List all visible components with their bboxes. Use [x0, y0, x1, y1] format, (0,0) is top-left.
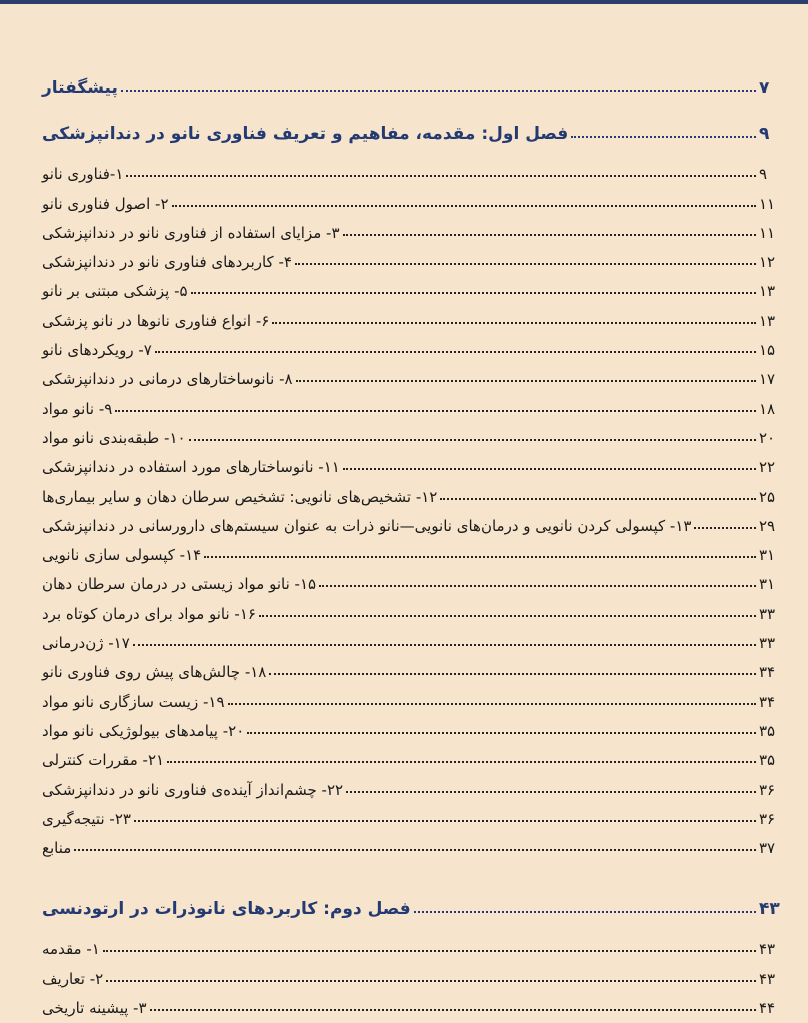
toc-entry-title: ۱۰- طبقه‌بندی نانو مواد — [42, 428, 186, 447]
toc-entry-title: ۴- کاربردهای فناوری نانو در دندانپزشکی — [42, 253, 292, 272]
toc-entry-title: ۳- پیشینه تاریخی — [42, 999, 147, 1018]
toc-page-number: ۱۲ — [759, 253, 776, 272]
toc-entry-title: ۵- پزشکی مبتنی بر نانو — [42, 282, 188, 301]
toc-entry[interactable] — [42, 593, 787, 622]
toc-page-number: ۱۳ — [759, 282, 776, 301]
toc-page-number: ۹ — [759, 165, 768, 184]
toc-entry[interactable] — [42, 652, 787, 681]
dot-leader — [571, 136, 756, 138]
toc-entry-title: ۱۳- کپسولی کردن نانویی و درمان‌های نانویی—نانو ذرات به عنوان سیستم‌های دارورسانی در دندانپزشکی — [42, 516, 692, 535]
toc-entry-title: ۱۹- زیست سازگاری نانو مواد — [42, 692, 225, 711]
toc-entry[interactable] — [42, 476, 787, 505]
toc-entry[interactable] — [42, 359, 787, 388]
toc-entry[interactable] — [42, 330, 787, 359]
dot-leader — [694, 527, 756, 529]
toc-entry-title: ۱۶- نانو مواد برای درمان کوتاه برد — [42, 604, 256, 623]
toc-entry-title: ۱- مقدمه — [42, 940, 100, 959]
chapter-1-entries — [42, 154, 787, 857]
toc-page-number: ۳۳ — [759, 604, 776, 623]
toc-chapter-1[interactable] — [42, 98, 787, 144]
toc-page-number: ۳۷ — [759, 839, 776, 858]
toc-page-number: ۳۴ — [759, 692, 776, 711]
toc-page-number: ۱۱ — [759, 194, 776, 213]
toc-entry[interactable] — [42, 828, 787, 857]
toc-entry[interactable] — [42, 740, 787, 769]
toc-entry[interactable] — [42, 564, 787, 593]
toc-entry-title: منابع — [42, 839, 72, 858]
dot-leader — [115, 410, 756, 412]
toc-entry-title: ۹- نانو مواد — [42, 399, 113, 418]
toc-page-number: ۳۱ — [759, 575, 776, 594]
toc-page-number: ۳۶ — [759, 780, 776, 799]
dot-leader — [343, 468, 756, 470]
toc-entry[interactable] — [42, 988, 787, 1017]
toc-entry-title: ۷- رویکردهای نانو — [42, 341, 152, 360]
toc-entry-title: ۸- نانوساختارهای درمانی در دندانپزشکی — [42, 370, 293, 389]
toc-entry-title: ۲۲- چشم‌انداز آینده‌ی فناوری نانو در دندانپزشکی — [42, 780, 344, 799]
dot-leader — [150, 1009, 756, 1011]
toc-entry[interactable] — [42, 958, 787, 987]
toc-entry-title: ۱۴- کپسولی سازی نانویی — [42, 546, 202, 565]
toc-page-number: ۴۳ — [759, 969, 776, 988]
toc-page-number: ۴۳ — [759, 940, 776, 959]
table-of-contents — [42, 52, 787, 1017]
toc-entry[interactable] — [42, 213, 787, 242]
toc-page-number: ۴۳ — [759, 899, 780, 920]
dot-leader — [191, 292, 756, 294]
dot-leader — [295, 263, 756, 265]
toc-entry[interactable] — [42, 929, 787, 958]
toc-page-number: ۲۹ — [759, 516, 776, 535]
toc-entry[interactable] — [42, 447, 787, 476]
dot-leader — [133, 644, 756, 646]
toc-entry-title: ۲۳- نتیجه‌گیری — [42, 809, 131, 828]
dot-leader — [106, 980, 756, 982]
toc-entry[interactable] — [42, 388, 787, 417]
dot-leader — [74, 849, 756, 851]
toc-entry[interactable] — [42, 681, 787, 710]
toc-heading-title: فصل اول: مقدمه، مفاهیم و تعریف فناوری نانو در دندانپزشکی — [42, 124, 569, 144]
toc-entry-title: ۱-فناوری نانو — [42, 165, 124, 184]
dot-leader — [247, 732, 756, 734]
toc-entry-title: ۲- تعاریف — [42, 969, 104, 988]
toc-entry[interactable] — [42, 271, 787, 300]
toc-entry[interactable] — [42, 154, 787, 183]
dot-leader — [121, 90, 756, 92]
toc-page-number: ۳۵ — [759, 721, 776, 740]
toc-page-number: ۱۵ — [759, 341, 776, 360]
toc-entry-title: ۱۲- تشخیص‌های نانویی: تشخیص سرطان دهان و سایر بیماری‌ها — [42, 487, 438, 506]
dot-leader — [259, 615, 756, 617]
toc-entry-title: ۱۸- چالش‌های پیش روی فناوری نانو — [42, 663, 267, 682]
toc-entry[interactable] — [42, 535, 787, 564]
toc-heading-title: فصل دوم: کاربردهای نانوذرات در ارتودنسی — [42, 899, 411, 920]
toc-page-number: ۱۸ — [759, 399, 776, 418]
dot-leader — [319, 585, 756, 587]
toc-page-number: ۳۳ — [759, 634, 776, 653]
top-border — [0, 0, 808, 4]
toc-page-number: ۱۱ — [759, 223, 776, 242]
dot-leader — [228, 703, 756, 705]
toc-entry-title: ۲۰- پیامدهای بیولوژیکی نانو مواد — [42, 721, 245, 740]
toc-entry[interactable] — [42, 623, 787, 652]
dot-leader — [269, 673, 756, 675]
toc-entry-title: ۲۱- مقررات کنترلی — [42, 751, 165, 770]
dot-leader — [155, 351, 756, 353]
toc-entry[interactable] — [42, 506, 787, 535]
toc-entry-title: ۳- مزایای استفاده از فناوری نانو در دندانپزشکی — [42, 223, 340, 242]
toc-page-number: ۳۶ — [759, 809, 776, 828]
toc-entry[interactable] — [42, 183, 787, 212]
dot-leader — [296, 380, 756, 382]
dot-leader — [103, 950, 756, 952]
toc-page-number: ۱۷ — [759, 370, 776, 389]
toc-entry-title: ۲- اصول فناوری نانو — [42, 194, 169, 213]
toc-page-number: ۷ — [759, 78, 770, 98]
dot-leader — [172, 205, 757, 207]
toc-entry[interactable] — [42, 769, 787, 798]
toc-entry-title: ۱۵- نانو مواد زیستی در درمان سرطان دهان — [42, 575, 317, 594]
toc-page-number: ۳۵ — [759, 751, 776, 770]
toc-entry[interactable] — [42, 799, 787, 828]
toc-page-number: ۹ — [759, 124, 770, 144]
toc-entry[interactable] — [42, 300, 787, 329]
dot-leader — [272, 322, 756, 324]
dot-leader — [346, 791, 756, 793]
toc-page-number: ۳۴ — [759, 663, 776, 682]
toc-heading-title: پیشگفتار — [42, 78, 118, 98]
toc-entry-title: ۶- انواع فناوری نانوها در نانو پزشکی — [42, 311, 270, 330]
toc-page-number: ۴۴ — [759, 999, 776, 1018]
toc-chapter-2[interactable] — [42, 873, 787, 919]
toc-page-number: ۳۱ — [759, 546, 776, 565]
toc-page-number: ۲۲ — [759, 458, 776, 477]
dot-leader — [343, 234, 756, 236]
chapter-2-entries — [42, 929, 787, 1017]
toc-page-number: ۱۳ — [759, 311, 776, 330]
toc-preface[interactable] — [42, 52, 787, 98]
toc-entry[interactable] — [42, 242, 787, 271]
dot-leader — [134, 820, 756, 822]
dot-leader — [189, 439, 756, 441]
dot-leader — [414, 911, 756, 913]
toc-entry[interactable] — [42, 418, 787, 447]
toc-page-number: ۲۰ — [759, 428, 776, 447]
dot-leader — [126, 175, 756, 177]
toc-entry-title: ۱۱- نانوساختارهای مورد استفاده در دندانپزشکی — [42, 458, 340, 477]
toc-entry-title: ۱۷- ژن‌درمانی — [42, 634, 130, 653]
toc-page-number: ۲۵ — [759, 487, 776, 506]
dot-leader — [204, 556, 756, 558]
dot-leader — [440, 498, 756, 500]
dot-leader — [167, 761, 756, 763]
toc-entry[interactable] — [42, 711, 787, 740]
